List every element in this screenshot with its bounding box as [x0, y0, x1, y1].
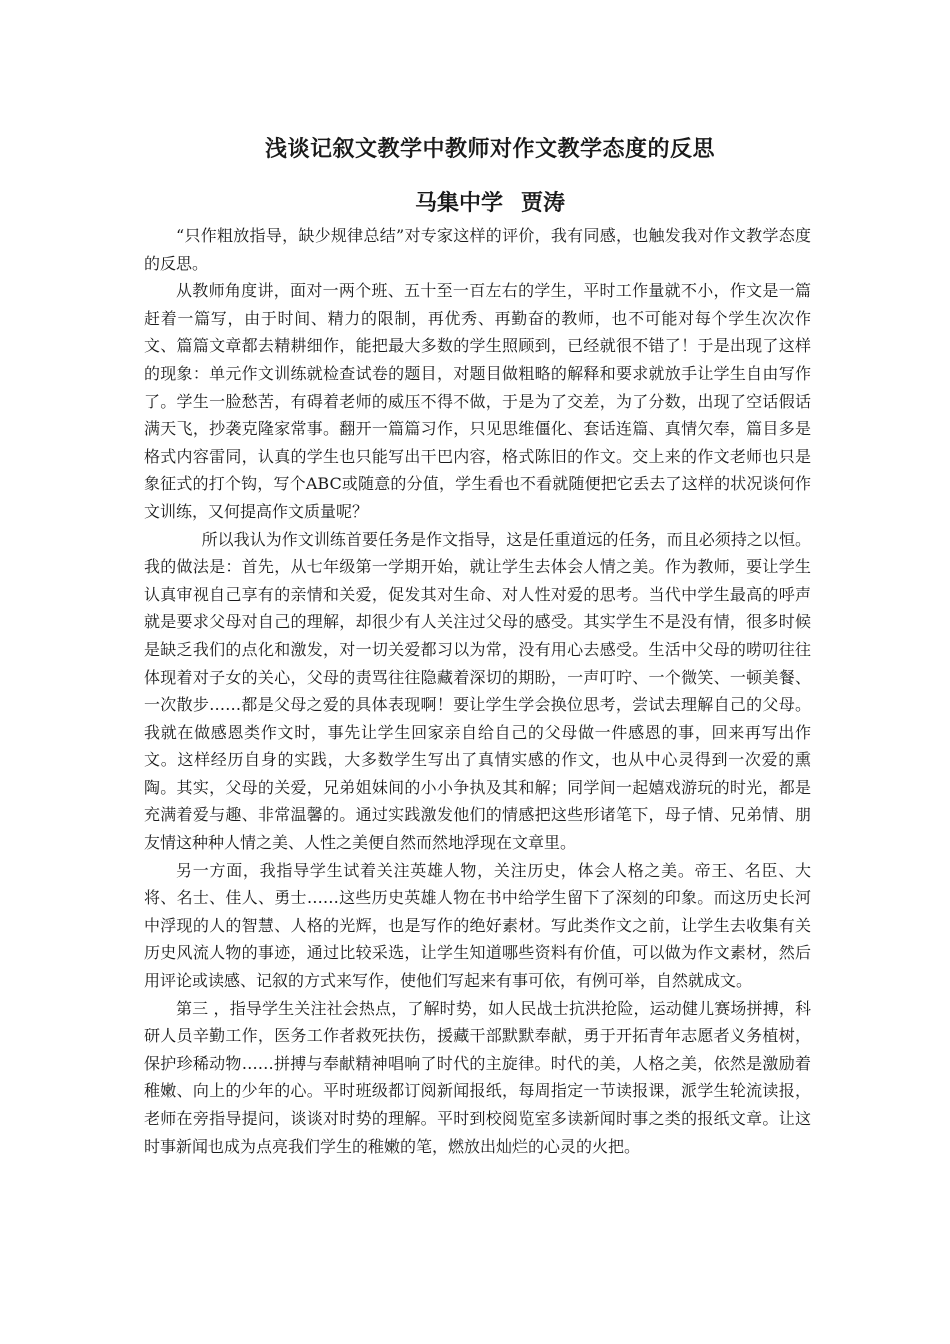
document-title: 浅谈记叙文教学中教师对作文教学态度的反思	[264, 136, 715, 162]
author-line	[0, 186, 950, 217]
paragraph-4: 另一方面，我指导学生试着关注英雄人物，关注历史，体会人格之美。帝王、名臣、大将、名士、佳人、勇士……这些历史英雄人物在书中给学生留下了深刻的印象。而这历史长河中浮现的人的智慧、人格的光辉，也是写作的绝好素材。写此类作文之前，让学生去收集有关历史风流人物的事迹，通过比较采选，让学生知道哪些资料有价值，可以做为作文素材，然后用评论或读感、记叙的方式来写作，使他们写起来有事可依，有例可举，自然就成文。	[144, 860, 811, 991]
author-school: 马集中学	[414, 190, 503, 216]
paragraph-3: 所以我认为作文训练首要任务是作文指导，这是任重道远的任务，而且必须持之以恒。我的做法是：首先，从七年级第一学期开始，就让学生去体会人情之美。作为教师，要让学生认真审视自己享有的亲情和关爱，促发其对生命、对人性对爱的思考。当代中学生最高的呼声就是要求父母对自己的理解，却很少有人关注过父母的感受。其实学生不是没有情，很多时候是缺乏我们的点化和激发，对一切关爱都习以为常，没有用心去感受。生活中父母的唠叨往往体现着对子女的关心，父母的责骂往往隐藏着深切的期盼，一声叮咛、一个微笑、一顿美餐、一次散步……都是父母之爱的具体表现啊！要让学生学会换位思考，尝试去理解自己的父母。我就在做感恩类作文时，事先让学生回家亲自给自己的父母做一件感恩的事，回来再写出作文。这样经历自身的实践，大多数学生写出了真情实感的作文，也从中心灵得到一次爱的熏陶。其实，父母的关爱，兄弟姐妹间的小小争执及其和解；同学间一起嬉戏游玩的时光，都是充满着爱与趣、非常温馨的。通过实践激发他们的情感把这些形诸笔下，母子情、兄弟情、朋友情这种种人情之美、人性之美便自然而然地浮现在文章里。	[144, 529, 811, 853]
paragraph-2: 从教师角度讲，面对一两个班、五十至一百左右的学生，平时工作量就不小，作文是一篇赶着一篇写，由于时间、精力的限制，再优秀、再勤奋的教师，也不可能对每个学生次次作文、篇篇文章都去精耕细作，能把最大多数的学生照顾到，已经就很不错了！于是出现了这样的现象：单元作文训练就检查试卷的题目，对题目做粗略的解释和要求就放手让学生自由写作了。学生一脸愁苦，有碍着老师的威压不得不做，于是为了交差，为了分数，出现了空话假话满天飞，抄袭克隆家常事。翻开一篇篇习作，只见思维僵化、套话连篇、真情欠奉，篇目多是格式内容雷同，认真的学生也只能写出干巴内容，格式陈旧的作文。交上来的作文老师也只是象征式的打个钩，写个ABC或随意的分值，学生看也不看就随便把它丢去了这样的状况谈何作文训练，又何提高作文质量呢？	[144, 281, 811, 521]
document-body	[144, 222, 811, 1160]
paragraph-1: “只作粗放指导，缺少规律总结”对专家这样的评价，我有同感，也触发我对作文教学态度的反思。	[144, 226, 811, 273]
author-name: 贾涛	[521, 190, 566, 216]
paragraph-5: 第三 ，指导学生关注社会热点，了解时势，如人民战士抗洪抢险，运动健儿赛场拼搏，科研人员辛勤工作，医务工作者救死扶伤，援藏干部默默奉献，勇于开拓青年志愿者义务植树，保护珍稀动物……拼搏与奉献精神唱响了时代的主旋律。时代的美，人格之美，依然是激励着稚嫩、向上的少年的心。平时班级都订阅新闻报纸，每周指定一节读报课，派学生轮流读报，老师在旁指导提问，谈谈对时势的理解。平时到校阅览室多读新闻时事之类的报纸文章。让这时事新闻也成为点亮我们学生的稚嫩的笔，燃放出灿烂的心灵的火把。	[144, 998, 811, 1156]
